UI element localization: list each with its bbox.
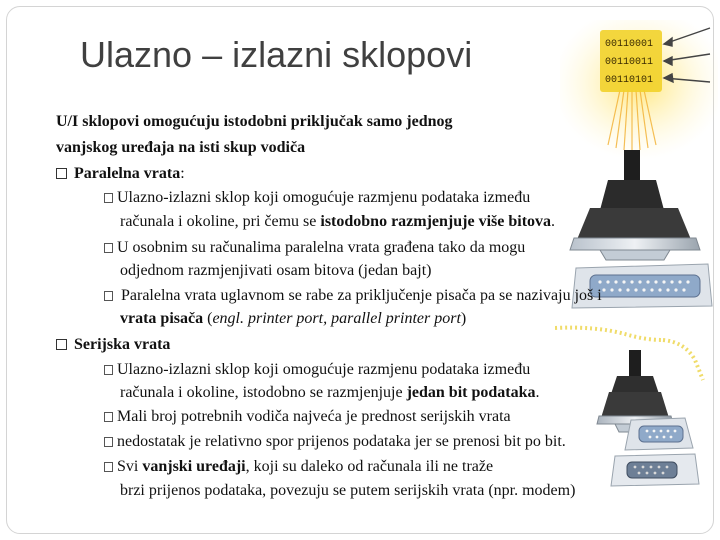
sub-bullet-icon (104, 365, 113, 375)
sub-bullet-icon (104, 193, 113, 203)
sub-bullet-icon (104, 437, 113, 447)
serial-item-4-line-2: brzi prijenos podataka, povezuju se putem serijskih vrata (npr. modem) (120, 482, 576, 499)
sub-bullet-icon (104, 412, 113, 422)
serial-item-4-line-1: Svi vanjski uređaji, koji su daleko od računala ili ne traže (104, 455, 493, 479)
parallel-item-3-line-1: Paralelna vrata uglavnom se rabe za priključenje pisača pa se nazivaju još i (104, 284, 602, 308)
serial-item-1-line-2: računala i okoline, istodobno se razmjenjuje jedan bit podataka. (120, 384, 540, 401)
checkbox-bullet-icon (56, 168, 67, 179)
serial-item-1-line-1: Ulazno-izlazni sklop koji omogućuje razmjenu podataka između (104, 358, 530, 382)
slide-title: Ulazno – izlazni sklopovi (80, 34, 473, 75)
serial-item-2: Mali broj potrebnih vodiča najveća je prednost serijskih vrata (104, 405, 511, 429)
parallel-item-3-line-2: vrata pisača (engl. printer port, parallel printer port) (120, 310, 467, 327)
bit-string-1: 00110001 (605, 39, 654, 50)
sub-bullet-icon (104, 291, 113, 301)
serial-heading: Serijska vrata (56, 333, 170, 357)
parallel-cable-image (560, 10, 718, 310)
sub-bullet-icon (104, 462, 113, 472)
bit-string-3: 00110101 (605, 75, 654, 86)
parallel-item-2-line-1: U osobnim su računalima paralelna vrata građena tako da mogu (104, 236, 525, 260)
serial-cable-image (555, 320, 715, 490)
intro-line-1: U/I sklopovi omogućuju istodobni priključak samo jednog (56, 113, 453, 130)
bit-string-2: 00110011 (605, 57, 654, 68)
parallel-item-2-line-2: odjednom razmjenjivati osam bitova (jedan bajt) (120, 262, 432, 279)
serial-item-3: nedostatak je relativno spor prijenos podataka jer se prenosi bit po bit. (104, 430, 566, 454)
checkbox-bullet-icon (56, 339, 67, 350)
sub-bullet-icon (104, 243, 113, 253)
parallel-item-1-line-1: Ulazno-izlazni sklop koji omogućuje razmjenu podataka između (104, 186, 530, 210)
intro-line-2: vanjskog uređaja na isti skup vodiča (56, 139, 306, 156)
parallel-item-1-line-2: računala i okoline, pri čemu se istodobno razmjenjuje više bitova. (120, 213, 556, 230)
parallel-heading: Paralelna vrata: (56, 162, 185, 186)
